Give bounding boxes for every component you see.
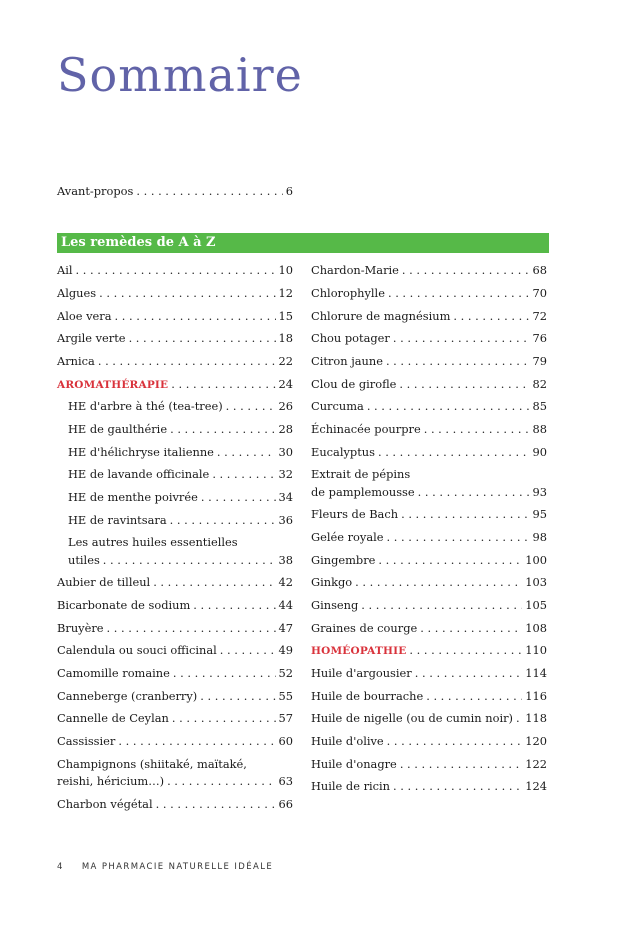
toc-entry[interactable] <box>57 621 293 635</box>
dot-leader <box>387 530 530 544</box>
toc-entry[interactable] <box>311 757 547 771</box>
toc-subentry[interactable] <box>68 399 293 413</box>
toc-entry[interactable] <box>311 779 547 793</box>
toc-entry-page: 116 <box>525 689 547 703</box>
toc-entry-label: AROMATHÉRAPIE <box>57 379 169 391</box>
toc-entry-label: Citron jaune <box>311 354 383 368</box>
dot-leader <box>220 643 276 657</box>
toc-entry-page: 108 <box>525 621 547 635</box>
toc-entry-page: 49 <box>278 643 293 657</box>
dot-leader <box>415 666 523 680</box>
toc-entry-label: Eucalyptus <box>311 445 375 459</box>
dot-leader <box>153 575 275 589</box>
toc-entry-label: Gingembre <box>311 553 376 567</box>
dot-leader <box>200 689 275 703</box>
toc-entry-label: Algues <box>57 286 97 300</box>
dot-leader <box>516 711 522 725</box>
toc-entry-label: Huile d'argousier <box>311 666 412 680</box>
toc-entry-label: Huile d'olive <box>311 734 384 748</box>
dot-leader <box>217 445 276 459</box>
toc-entry-highlight[interactable] <box>311 643 547 658</box>
toc-entry-label: HE d'arbre à thé (tea-tree) <box>68 399 223 413</box>
dot-leader <box>367 399 530 413</box>
toc-entry[interactable] <box>57 354 293 368</box>
dot-leader <box>156 797 276 811</box>
toc-entry-page: 120 <box>525 734 547 748</box>
toc-entry-page: 100 <box>525 553 547 567</box>
toc-entry-label-line1: Champignons (shiitaké, maïtaké, <box>57 757 247 771</box>
toc-entry-page: 10 <box>278 263 293 277</box>
toc-entry-page: 26 <box>278 399 293 413</box>
toc-entry-page: 12 <box>278 286 293 300</box>
toc-entry[interactable] <box>311 530 547 544</box>
toc-entry[interactable] <box>311 399 547 413</box>
toc-entry-label: Chlorophylle <box>311 286 385 300</box>
dot-leader <box>107 621 276 635</box>
dot-leader <box>201 490 276 504</box>
toc-entry-page: 22 <box>278 354 293 368</box>
dot-leader <box>355 575 522 589</box>
toc-subentry[interactable] <box>68 490 293 504</box>
toc-entry[interactable] <box>311 485 547 499</box>
toc-entry-page: 34 <box>278 490 293 504</box>
dot-leader <box>170 513 276 527</box>
toc-entry[interactable] <box>57 309 293 323</box>
toc-entry-page: 66 <box>278 797 293 811</box>
toc-entry-label: Chou potager <box>311 331 390 345</box>
toc-entry-page: 122 <box>525 757 547 771</box>
toc-entry-label: HOMÉOPATHIE <box>311 645 407 657</box>
toc-entry[interactable] <box>311 331 547 345</box>
toc-entry[interactable] <box>57 331 293 345</box>
toc-entry-avant-propos[interactable] <box>57 184 293 198</box>
toc-entry-label: Ginseng <box>311 598 359 612</box>
toc-entry[interactable] <box>311 309 547 323</box>
dot-leader <box>361 598 522 612</box>
toc-entry-label: utiles <box>68 553 100 567</box>
toc-entry-label: Gelée royale <box>311 530 384 544</box>
dot-leader <box>418 485 530 499</box>
toc-entry-label: de pamplemousse <box>311 485 415 499</box>
toc-entry-label: Ginkgo <box>311 575 353 589</box>
toc-entry-page: 57 <box>278 711 293 725</box>
dot-leader <box>129 331 276 345</box>
toc-entry[interactable] <box>311 621 547 635</box>
dot-leader <box>402 263 530 277</box>
toc-entry-highlight[interactable] <box>57 377 293 392</box>
toc-entry-page: 85 <box>532 399 547 413</box>
dot-leader <box>170 422 275 436</box>
dot-leader <box>103 553 276 567</box>
toc-entry-label: Huile de nigelle (ou de cumin noir) <box>311 711 513 725</box>
toc-entry-page: 82 <box>532 377 547 391</box>
toc-entry-page: 110 <box>525 643 547 657</box>
toc-entry-label: Aubier de tilleul <box>57 575 151 589</box>
toc-entry[interactable] <box>311 598 547 612</box>
toc-entry-label: HE de lavande officinale <box>68 467 210 481</box>
toc-entry[interactable] <box>311 263 547 277</box>
toc-entry[interactable] <box>311 711 547 725</box>
toc-entry[interactable] <box>311 507 547 521</box>
dot-leader <box>193 598 275 612</box>
dot-leader <box>393 779 522 793</box>
toc-subentry[interactable] <box>68 445 293 459</box>
toc-entry-page: 70 <box>532 286 547 300</box>
dot-leader <box>378 553 522 567</box>
section-header-bar: Les remèdes de A à Z <box>57 233 549 253</box>
toc-entry-label: Huile d'onagre <box>311 757 397 771</box>
toc-entry-page: 79 <box>532 354 547 368</box>
toc-entry-label: Chardon-Marie <box>311 263 399 277</box>
toc-entry-page: 63 <box>278 774 293 788</box>
toc-entry[interactable] <box>311 575 547 589</box>
toc-entry[interactable] <box>57 734 293 748</box>
toc-entry[interactable] <box>57 286 293 300</box>
toc-subentry[interactable] <box>68 467 293 481</box>
toc-entry-label: Échinacée pourpre <box>311 422 421 436</box>
toc-entry-page: 105 <box>525 598 547 612</box>
toc-entry[interactable] <box>57 643 293 657</box>
dot-leader <box>378 445 530 459</box>
dot-leader <box>393 331 530 345</box>
toc-entry[interactable] <box>57 598 293 612</box>
toc-entry-label: Camomille romaine <box>57 666 170 680</box>
dot-leader <box>387 734 523 748</box>
toc-entry-page: 44 <box>278 598 293 612</box>
toc-entry[interactable] <box>311 445 547 459</box>
toc-entry-page: 103 <box>525 575 547 589</box>
toc-entry[interactable] <box>311 553 547 567</box>
toc-entry[interactable] <box>57 711 293 725</box>
toc-entry-label: Huile de ricin <box>311 779 391 793</box>
toc-entry-label: Ail <box>57 263 73 277</box>
toc-entry-page: 24 <box>278 377 293 391</box>
dot-leader <box>420 621 522 635</box>
toc-entry-label: Bicarbonate de sodium <box>57 598 191 612</box>
toc-entry-label: Fleurs de Bach <box>311 507 399 521</box>
toc-entry-label: Chlorure de magnésium <box>311 309 451 323</box>
toc-entry-label: Cassissier <box>57 734 116 748</box>
toc-entry-label: Clou de girofle <box>311 377 397 391</box>
toc-subentry[interactable] <box>68 513 293 527</box>
dot-leader <box>171 377 275 391</box>
dot-leader <box>226 399 276 413</box>
toc-entry-label: Bruyère <box>57 621 104 635</box>
toc-entry-page: 18 <box>278 331 293 345</box>
toc-subentry[interactable] <box>68 422 293 436</box>
toc-entry-label: Calendula ou souci officinal <box>57 643 217 657</box>
toc-entry-page: 72 <box>532 309 547 323</box>
page-title: Sommaire <box>57 48 303 102</box>
toc-entry-page: 60 <box>278 734 293 748</box>
dot-leader <box>409 643 522 657</box>
dot-leader <box>399 377 529 391</box>
toc-entry-page: 38 <box>278 553 293 567</box>
toc-entry-page: 30 <box>278 445 293 459</box>
dot-leader <box>115 309 276 323</box>
toc-entry-page: 42 <box>278 575 293 589</box>
toc-entry-label: Canneberge (cranberry) <box>57 689 198 703</box>
toc-entry[interactable] <box>311 689 547 703</box>
toc-entry-page: 114 <box>525 666 547 680</box>
dot-leader <box>99 286 275 300</box>
toc-entry-label: HE d'hélichryse italienne <box>68 445 214 459</box>
toc-entry-label: Charbon végétal <box>57 797 153 811</box>
page-footer <box>57 862 273 872</box>
toc-entry-label: Graines de courge <box>311 621 418 635</box>
toc-entry-page: 52 <box>278 666 293 680</box>
toc-entry-page: 90 <box>532 445 547 459</box>
footer-page-number: 4 <box>57 862 64 872</box>
dot-leader <box>401 507 529 521</box>
toc-entry-label: Arnica <box>57 354 95 368</box>
dot-leader <box>98 354 276 368</box>
dot-leader <box>453 309 529 323</box>
toc-entry-label: HE de menthe poivrée <box>68 490 198 504</box>
toc-entry[interactable] <box>57 666 293 680</box>
dot-leader <box>212 467 275 481</box>
toc-entry-label: Huile de bourrache <box>311 689 424 703</box>
toc-entry[interactable] <box>57 774 293 788</box>
toc-entry-page: 98 <box>532 530 547 544</box>
toc-entry[interactable] <box>311 422 547 436</box>
toc-entry-page: 95 <box>532 507 547 521</box>
dot-leader <box>167 774 275 788</box>
toc-entry[interactable] <box>57 797 293 811</box>
toc-entry-label: reishi, héricium…) <box>57 774 165 788</box>
toc-entry[interactable] <box>57 689 293 703</box>
toc-subentry[interactable] <box>68 553 293 567</box>
dot-leader <box>386 354 530 368</box>
dot-leader <box>388 286 530 300</box>
toc-entry-page: 15 <box>278 309 293 323</box>
dot-leader <box>173 666 276 680</box>
toc-entry-label-line1: Les autres huiles essentielles <box>68 535 238 549</box>
toc-entry-label: HE de ravintsara <box>68 513 167 527</box>
toc-entry-page: 32 <box>278 467 293 481</box>
toc-entry[interactable] <box>311 286 547 300</box>
dot-leader <box>136 184 282 198</box>
toc-entry[interactable] <box>311 666 547 680</box>
dot-leader <box>424 422 530 436</box>
toc-entry-page: 124 <box>525 779 547 793</box>
toc-entry[interactable] <box>311 354 547 368</box>
toc-entry-label: HE de gaulthérie <box>68 422 168 436</box>
toc-entry-page: 28 <box>278 422 293 436</box>
toc-entry[interactable] <box>57 575 293 589</box>
dot-leader <box>76 263 276 277</box>
dot-leader <box>118 734 275 748</box>
toc-entry-page: 6 <box>285 184 293 198</box>
toc-entry-page: 36 <box>278 513 293 527</box>
toc-entry-label-line1: Extrait de pépins <box>311 467 411 481</box>
toc-entry-page: 76 <box>532 331 547 345</box>
toc-entry-page: 88 <box>532 422 547 436</box>
toc-entry[interactable] <box>311 734 547 748</box>
dot-leader <box>426 689 522 703</box>
toc-entry-page: 118 <box>525 711 547 725</box>
toc-entry-page: 68 <box>532 263 547 277</box>
toc-entry-label: Aloe vera <box>57 309 112 323</box>
footer-running-title: MA PHARMACIE NATURELLE IDÉALE <box>81 862 274 872</box>
toc-entry-label: Curcuma <box>311 399 364 413</box>
toc-entry[interactable] <box>57 263 293 277</box>
toc-entry-page: 93 <box>532 485 547 499</box>
toc-entry[interactable] <box>311 377 547 391</box>
dot-leader <box>172 711 276 725</box>
toc-entry-label: Avant-propos <box>57 184 134 198</box>
toc-entry-label: Argile verte <box>57 331 126 345</box>
toc-entry-label: Cannelle de Ceylan <box>57 711 169 725</box>
toc-entry-page: 47 <box>278 621 293 635</box>
toc-entry-page: 55 <box>278 689 293 703</box>
dot-leader <box>400 757 522 771</box>
